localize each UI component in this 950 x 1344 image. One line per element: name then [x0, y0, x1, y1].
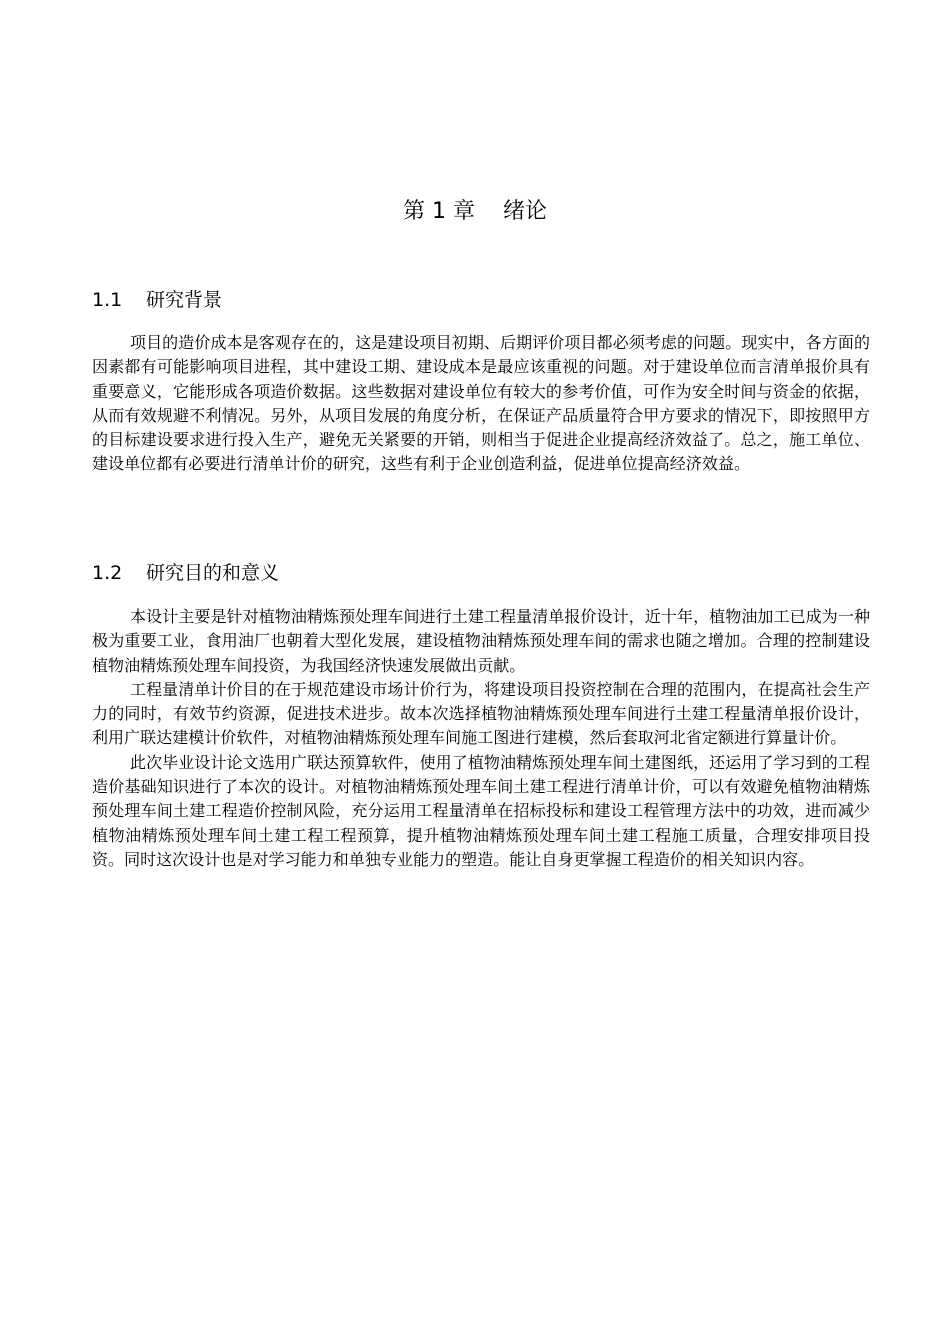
- section-title: 研究背景: [146, 289, 223, 311]
- section-number: 1.1: [92, 289, 123, 311]
- section-heading-1-1: [92, 287, 222, 313]
- section-heading-1-2: [92, 560, 279, 586]
- chapter-title: 第 1 章 绪论: [403, 199, 547, 224]
- paragraph: 此次毕业设计论文选用广联达预算软件，使用了植物油精炼预处理车间土建图纸，还运用了学习到的工程造价基础知识进行了本次的设计。对植物油精炼预处理车间土建工程进行清单计价，可以有效避免植物油精炼预处理车间土建工程造价控制风险，充分运用工程量清单在招标投标和建设工程管理方法中的功效，进而减少植物油精炼预处理车间土建工程工程预算，提升植物油精炼预处理车间土建工程施工质量，合理安排项目投资。同时这次设计也是对学习能力和单独专业能力的塑造。能让自身更掌握工程造价的相关知识内容。: [92, 752, 870, 869]
- paragraph: 本设计主要是针对植物油精炼预处理车间进行土建工程量清单报价设计，近十年，植物油加工已成为一种极为重要工业，食用油厂也朝着大型化发展，建设植物油精炼预处理车间的需求也随之增加。合理的控制建设植物油精炼预处理车间投资，为我国经济快速发展做出贡献。: [92, 607, 870, 675]
- paragraph: 工程量清单计价目的在于规范建设市场计价行为，将建设项目投资控制在合理的范围内，在提高社会生产力的同时，有效节约资源，促进技术进步。故本次选择植物油精炼预处理车间进行土建工程量清单报价设计，利用广联达建模计价软件，对植物油精炼预处理车间施工图进行建模，然后套取河北省定额进行算量计价。: [92, 679, 870, 748]
- paragraph: 项目的造价成本是客观存在的，这是建设项目初期、后期评价项目都必须考虑的问题。现实中，各方面的因素都有可能影响项目进程，其中建设工期、建设成本是最应该重视的问题。对于建设单位而言清单报价具有重要意义，它能形成各项造价数据。这些数据对建设单位有较大的参考价值，可作为安全时间与资金的依据，从而有效规避不利情况。另外，从项目发展的角度分析，在保证产品质量符合甲方要求的情况下，即按照甲方的目标建设要求进行投入生产，避免无关紧要的开销，则相当于促进企业提高经济效益了。总之，施工单位、建设单位都有必要进行清单计价的研究，这些有利于企业创造利益，促进单位提高经济效益。: [92, 333, 870, 474]
- section-number: 1.2: [92, 562, 123, 584]
- section-body-1-1: [92, 331, 870, 477]
- section-title: 研究目的和意义: [146, 562, 280, 584]
- section-body-1-2: [92, 605, 870, 872]
